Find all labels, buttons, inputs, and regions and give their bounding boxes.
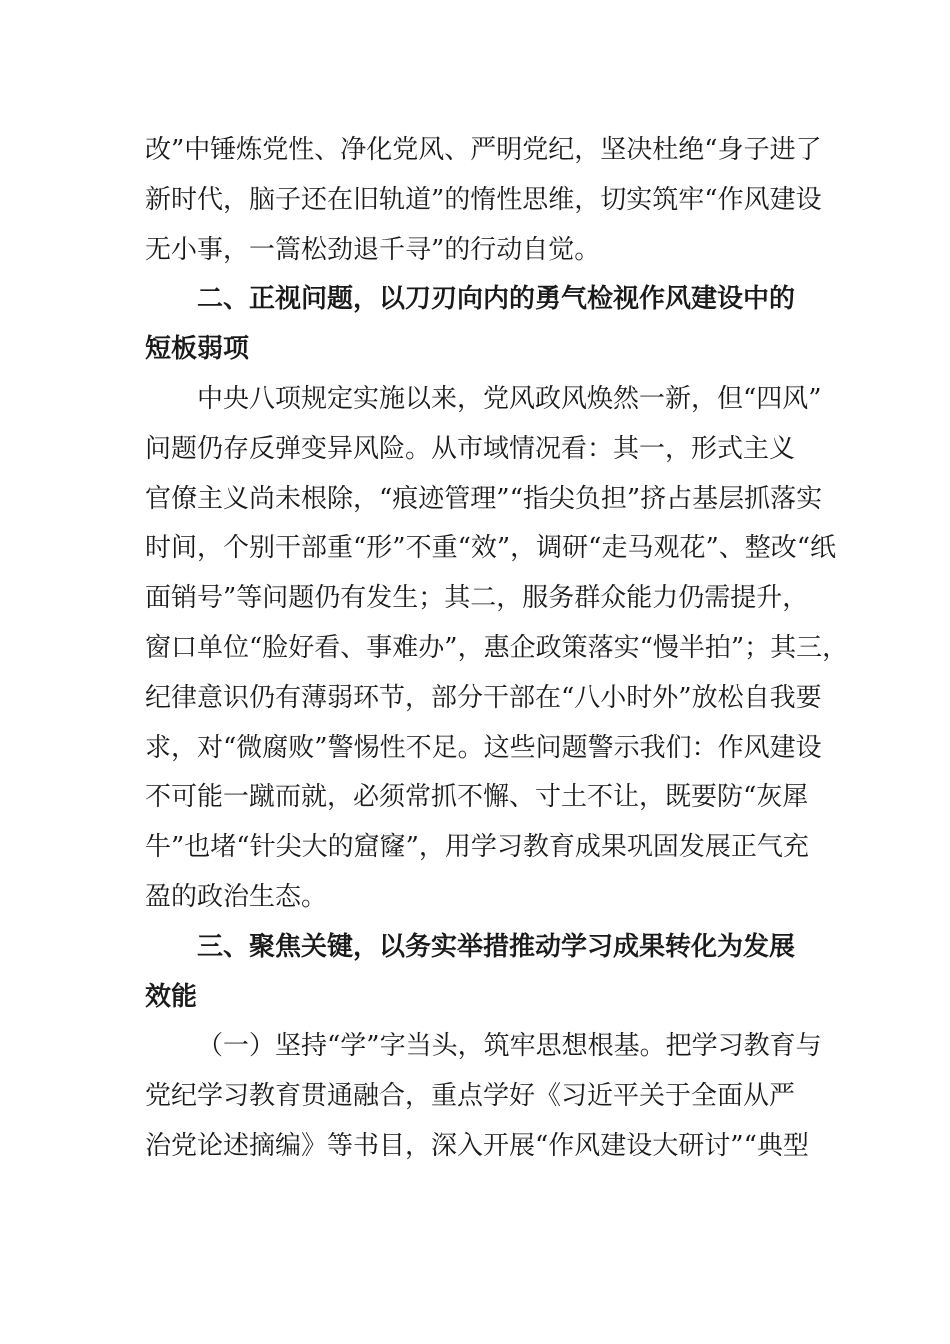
text-line-7: 问题仍存反弹变异风险。从市域情况看：其一，形式主义	[145, 433, 796, 464]
text-line-15: 牛”也堵“针尖大的窟窿”，用学习教育成果巩固发展正气充	[145, 832, 809, 863]
section-heading-3-cont: 效能	[145, 981, 198, 1012]
paragraph-start: 中央八项规定实施以来，党风政风焕然一新，但“四风”	[197, 383, 822, 414]
text-line-13: 求，对“微腐败”警惕性不足。这些问题警示我们：作风建设	[145, 732, 822, 763]
subsection-paragraph-start: （一）坚持“学”字当头，筑牢思想根基。把学习教育与	[197, 1031, 822, 1062]
text-line-10: 面销号”等问题仍有发生；其二，服务群众能力仍需提升，	[145, 583, 809, 614]
text-line-9: 时间，个别干部重“形”不重“效”，调研“走马观花”、整改“纸	[145, 533, 837, 564]
text-line-3: 无小事，一篙松劲退千寻”的行动自觉。	[145, 234, 601, 265]
text-line-1: 改”中锤炼党性、净化党风、严明党纪，坚决杜绝“身子进了	[145, 135, 822, 165]
section-heading-2: 二、正视问题，以刀刃向内的勇气检视作风建设中的	[197, 284, 796, 315]
text-line-11: 窗口单位“脸好看、事难办”，惠企政策落实“慢半拍”；其三，	[145, 632, 849, 663]
text-line-20: 党纪学习教育贯通融合，重点学好《习近平关于全面从严	[145, 1081, 796, 1112]
section-heading-3: 三、聚焦关键，以务实举措推动学习成果转化为发展	[197, 931, 796, 962]
text-line-21: 治党论述摘编》等书目，深入开展“作风建设大研讨”“典型	[145, 1130, 809, 1161]
text-line-8: 官僚主义尚未根除，“痕迹管理”“指尖负担”挤占基层抓落实	[145, 483, 823, 514]
text-line-14: 不可能一蹴而就，必须常抓不懈、寸土不让，既要防“灰犀	[145, 782, 809, 813]
text-line-2: 新时代，脑子还在旧轨道”的惰性思维，切实筑牢“作风建设	[145, 184, 822, 215]
text-line-16: 盈的政治生态。	[145, 881, 328, 912]
section-heading-2-cont: 短板弱项	[145, 334, 250, 365]
text-line-12: 纪律意识仍有薄弱环节，部分干部在“八小时外”放松自我要	[145, 682, 822, 713]
document-page	[145, 126, 849, 1172]
